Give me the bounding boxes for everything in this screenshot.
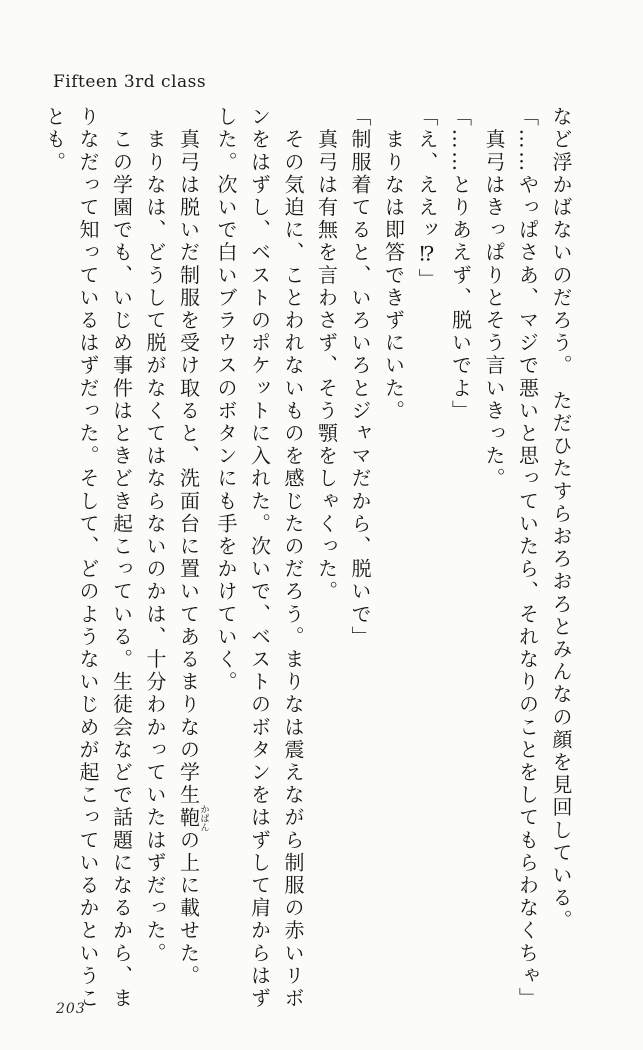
text-line: 真弓は脱いだ制服を受け取ると、洗面台に置いてあるまりなの学生鞄かばんの上に載せた。 — [176, 106, 209, 988]
text-line: 「え、ええッ⁉」 — [415, 106, 439, 291]
text-line: その気迫に、ことわれないものを感じたのだろう。まりなは震えながら制服の赤いリボ — [281, 106, 305, 1010]
text-line: 「制服着てると、いろいろとジャマだから、脱いで」 — [348, 106, 372, 649]
vertical-text-block — [37, 106, 577, 1028]
text-line: など浮かばないのだろう。 ただひたすらおろおろとみんなの顔を見回している。 — [549, 106, 573, 933]
text-line: まりなは即答できずにいた。 — [381, 106, 406, 423]
text-line: とも。 — [42, 106, 67, 174]
text-line: 「……とりあえず、脱いでよ」 — [448, 106, 473, 423]
text-line: ンをはずし、ベストのポケットに入れた。次いで、ベストのボタンをはずして肩からはず — [247, 106, 272, 1010]
text-line: 「……やっぱさあ、マジで悪いと思っていたら、それなりのことをしてもらわなくちゃ」 — [515, 106, 540, 1010]
text-line: した。次いで白いブラウスのボタンにも手をかけていく。 — [214, 106, 238, 694]
furigana-annotation: 鞄かばん — [176, 804, 209, 832]
page-number: 203 — [56, 1001, 86, 1017]
text-line: まりなは、どうして脱がなくてはならないのかは、十分わかっていたはずだった。 — [143, 106, 167, 965]
text-line: りなだって知っているはずだった。そして、どのようないじめが起こっているかというこ — [76, 106, 100, 1010]
text-line: この学園でも、いじめ事件はときどき起こっている。生徒会などで話題になるから、ま — [109, 106, 134, 1010]
running-header: Fifteen 3rd class — [53, 72, 207, 92]
text-line: 真弓は有無を言わさず、そう顎をしゃくった。 — [314, 106, 339, 604]
text-line: 真弓はきっぱりとそう言いきった。 — [482, 106, 506, 491]
